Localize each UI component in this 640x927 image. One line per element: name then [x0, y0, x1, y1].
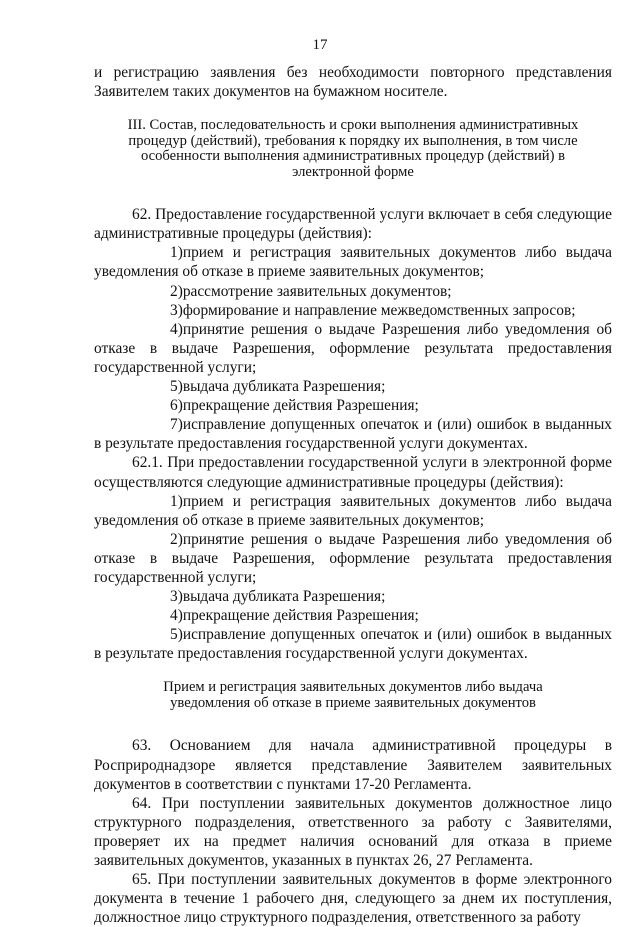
list-item-text: исправление допущенных опечаток и (или) ошибок в выданных в результате предоставления государственной услуги документах. [94, 626, 612, 663]
list-item [94, 530, 612, 587]
paragraph-62-1: 62.1. При предоставлении государственной услуги в электронной форме осуществляются следующие административные процедуры (действия): [94, 454, 612, 491]
list-item [94, 492, 612, 530]
page-number: 17 [312, 37, 328, 53]
paragraph-64: 64. При поступлении заявительных документов должностное лицо структурного подразделения, ответственного за работу с Заявителями, проверяет их на предмет наличия оснований для отказа в приеме заявительных документов, указанных в пунктах 26, 27 Регламента. [94, 794, 612, 869]
list-item-number: 1) [170, 492, 183, 510]
paragraph-63: 63. Основанием для начала административной процедуры в Росприроднадзоре является представление Заявителем заявительных документов в соответствии с пунктами 17-20 Регламента. [94, 737, 612, 793]
list-item [94, 625, 612, 663]
list-item-text: прекращение действия Разрешения; [182, 607, 419, 625]
list-item [94, 606, 612, 625]
list-item-number: 5) [170, 626, 183, 644]
list-62-1 [94, 492, 612, 664]
list-item-number: 6) [170, 397, 183, 415]
list-item [94, 396, 612, 415]
list-item-number: 1) [170, 244, 183, 262]
list-item [94, 415, 612, 453]
list-item [94, 377, 612, 396]
list-item-text: прием и регистрация заявительных документов либо выдача уведомления об отказе в приеме заявительных документов; [94, 492, 612, 529]
list-item-number: 3) [170, 301, 183, 319]
list-item-text: принятие решения о выдаче Разрешения либо уведомления об отказе в выдаче Разрешения, оформление результата предоставления государственной услуги; [94, 320, 612, 376]
section-heading: III. Состав, последовательность и сроки выполнения административных процедур (действий), требования к порядку их выполнения, в том числе особенности выполнения административных процедур (действий) в электронной форме [127, 117, 579, 180]
list-item-text: выдача дубликата Разрешения; [182, 588, 386, 606]
paragraph-65: 65. При поступлении заявительных документов в форме электронного документа в течение 1 рабочего дня, следующего за днем их поступления, должностное лицо структурного подразделения, ответственного за работу [94, 871, 612, 927]
subsection-heading: Прием и регистрация заявительных документов либо выдача уведомления об отказе в приеме заявительных документов [163, 679, 543, 711]
list-item [94, 301, 612, 320]
list-item [94, 282, 612, 301]
list-item-number: 4) [170, 320, 183, 338]
page-content [94, 63, 612, 927]
list-item-number: 5) [170, 378, 183, 396]
intro-paragraph: и регистрацию заявления без необходимости повторного представления Заявителем таких документов на бумажном носителе. [94, 64, 612, 101]
list-item [94, 587, 612, 606]
list-62 [94, 243, 612, 453]
list-item-number: 2) [170, 530, 183, 548]
list-item-text: формирование и направление межведомственных запросов; [182, 301, 576, 319]
list-item-text: принятие решения о выдаче Разрешения либо уведомления об отказе в выдаче Разрешения, оформление результата предоставления государственной услуги; [94, 530, 612, 586]
list-item [94, 320, 612, 377]
paragraph-62: 62. Предоставление государственной услуги включает в себя следующие административные процедуры (действия): [94, 206, 612, 243]
list-item-number: 2) [170, 282, 183, 300]
list-item-text: рассмотрение заявительных документов; [182, 282, 452, 300]
list-item [94, 243, 612, 281]
list-item-text: прекращение действия Разрешения; [182, 397, 419, 415]
list-item-text: прием и регистрация заявительных документов либо выдача уведомления об отказе в приеме заявительных документов; [94, 244, 612, 281]
list-item-number: 4) [170, 607, 183, 625]
list-item-text: выдача дубликата Разрешения; [182, 378, 386, 396]
list-item-number: 7) [170, 416, 183, 434]
list-item-number: 3) [170, 588, 183, 606]
list-item-text: исправление допущенных опечаток и (или) ошибок в выданных в результате предоставления государственной услуги документах. [94, 416, 612, 453]
